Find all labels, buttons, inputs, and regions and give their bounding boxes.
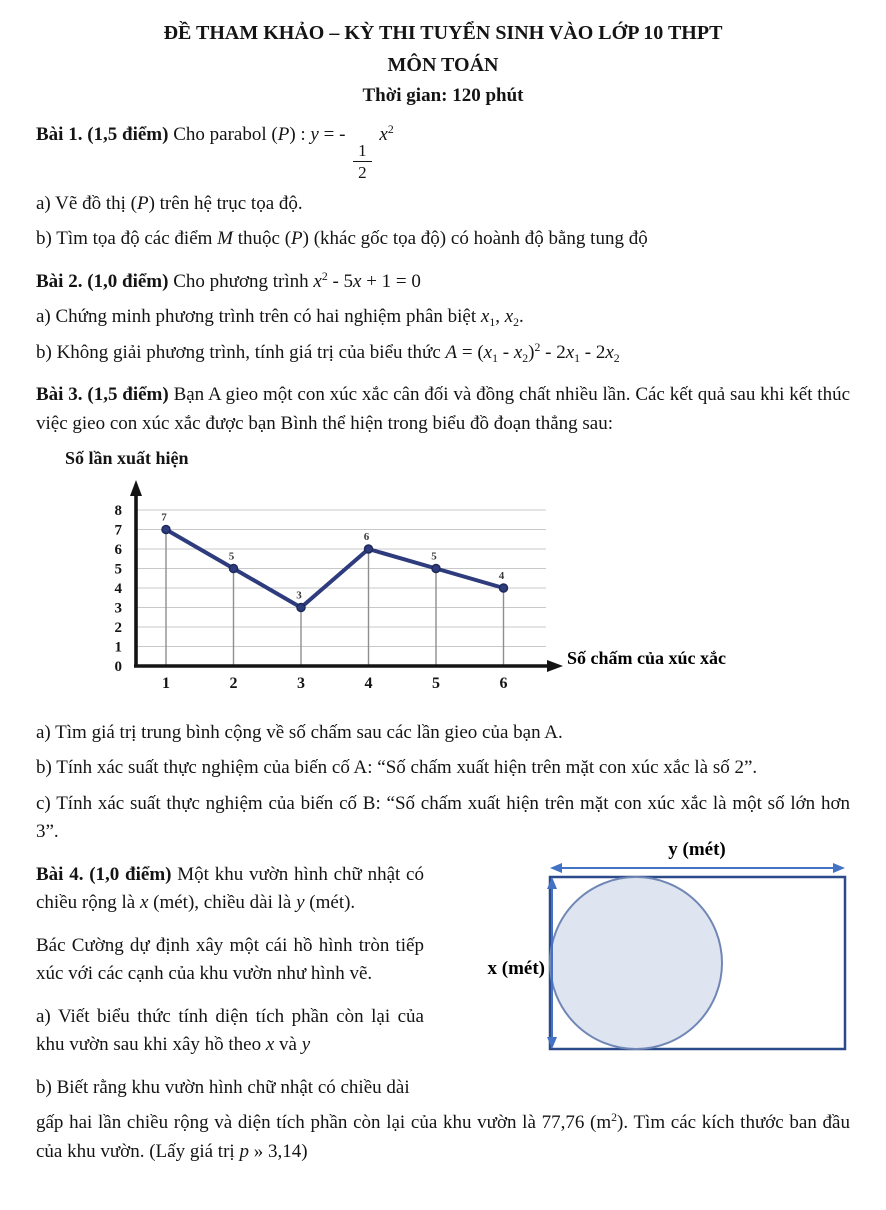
problem-4-description: Bác Cường dự định xây một cái hồ hình tròn tiếp xúc với các cạnh của khu vườn như hình vẽ. xyxy=(36,934,424,985)
exam-header xyxy=(36,18,850,111)
svg-text:5: 5 xyxy=(228,550,235,563)
problem-3-part-a: a) Tìm giá trị trung bình cộng về số chấm sau các lần gieo của bạn A. xyxy=(36,721,563,743)
svg-text:0: 0 xyxy=(114,659,122,676)
exam-document xyxy=(36,18,850,1166)
garden-width-label: x (mét) xyxy=(487,957,545,979)
svg-text:3: 3 xyxy=(297,675,305,693)
garden-diagram xyxy=(430,837,850,1067)
problem-3-label: Bài 3. (1,5 điểm) xyxy=(36,384,169,406)
svg-text:5: 5 xyxy=(114,561,122,578)
problem-4-part-b-line1: b) Biết rằng khu vườn hình chữ nhật có chiều dài xyxy=(36,1076,410,1098)
svg-text:Số chấm của xúc xắc: Số chấm của xúc xắc xyxy=(567,648,726,669)
problem-4-intro: Một khu vườn hình chữ nhật có chiều rộng là x (mét), chiều dài là y (mét). xyxy=(36,863,424,914)
svg-text:7: 7 xyxy=(161,511,167,524)
garden-diagram-canvas xyxy=(430,837,850,1067)
problem-3-statement xyxy=(36,381,850,438)
problem-1-part-a: a) Vẽ đồ thị (P) trên hệ trục tọa độ. xyxy=(36,192,303,214)
problem-1-label: Bài 1. (1,5 điểm) xyxy=(36,123,169,145)
problem-4-label: Bài 4. (1,0 điểm) xyxy=(36,863,172,885)
exam-title: ĐỀ THAM KHẢO – KỲ THI TUYỂN SINH VÀO LỚP 10 THPT xyxy=(163,22,723,44)
problem-3-part-c: c) Tính xác suất thực nghiệm của biến cố B: “Số chấm xuất hiện trên mặt con xúc xắc là một số lớn hơn 3”. xyxy=(36,792,850,843)
svg-text:8: 8 xyxy=(114,503,122,520)
svg-text:4: 4 xyxy=(364,675,373,693)
problem-2-intro: Cho phương trình $x^2 - 5x + 1 = 0$ xyxy=(173,269,421,292)
svg-text:6: 6 xyxy=(363,531,370,544)
dice-line-chart xyxy=(61,445,850,712)
svg-text:5: 5 xyxy=(432,675,440,693)
svg-text:6: 6 xyxy=(114,542,122,559)
problem-1 xyxy=(36,121,850,254)
svg-text:2: 2 xyxy=(229,675,238,693)
fraction-denominator: 2 xyxy=(358,163,367,183)
svg-text:3: 3 xyxy=(114,600,122,617)
chart-y-axis-title: Số lần xuất hiện xyxy=(65,448,189,469)
pond-circle xyxy=(550,877,722,1049)
exam-duration: Thời gian: 120 phút xyxy=(362,85,524,106)
problem-4-part-a: a) Viết biểu thức tính diện tích phần còn lại của khu vườn sau khi xây hồ theo x và y xyxy=(36,1005,424,1056)
problem-3-part-b: b) Tính xác suất thực nghiệm của biến cố A: “Số chấm xuất hiện trên mặt con xúc xắc là số 2”. xyxy=(36,757,758,779)
svg-text:5: 5 xyxy=(431,550,437,563)
svg-text:3: 3 xyxy=(296,589,302,602)
problem-2-part-b: b) Không giải phương trình, tính giá trị của biểu thức $A = (x_1 - x_2)^2 - 2x_1 - 2x_2$ xyxy=(36,340,620,365)
problem-1-intro: Cho parabol (P) : y = - xyxy=(173,123,346,145)
problem-1-statement xyxy=(36,121,850,183)
problem-2 xyxy=(36,268,850,368)
problem-1-part-b: b) Tìm tọa độ các điểm M thuộc (P) (khác gốc tọa độ) có hoành độ bằng tung độ xyxy=(36,228,648,250)
problem-3-intro: Bạn A gieo một con xúc xắc cân đối và đồng chất nhiều lần. Các kết quả sau khi kết thúc việc gieo con xúc xắc được bạn Bình thể hiện trong biểu đồ đoạn thẳng sau: xyxy=(36,384,851,434)
svg-text:7: 7 xyxy=(114,522,122,539)
fraction-one-half xyxy=(353,141,372,183)
problem-2-label: Bài 2. (1,0 điểm) xyxy=(36,270,169,292)
length-double-arrow xyxy=(550,863,845,873)
fraction-numerator: 1 xyxy=(353,141,372,163)
problem-1-formula-tail: $x^2$ xyxy=(379,122,394,145)
problem-2-part-a: a) Chứng minh phương trình trên có hai nghiệm phân biệt $x_1$, $x_2$. xyxy=(36,306,524,330)
problem-4-part-b-rest: gấp hai lần chiều rộng và diện tích phần còn lại của khu vườn là 77,76 $(m^2)$. Tìm các kích thước ban đầu của khu vườn. (Lấy giá trị p » 3,14) xyxy=(36,1111,850,1162)
svg-text:1: 1 xyxy=(162,675,170,693)
exam-subject: MÔN TOÁN xyxy=(387,54,499,76)
garden-length-label: y (mét) xyxy=(668,838,726,860)
problem-4 xyxy=(36,838,850,1167)
problem-3 xyxy=(36,381,850,847)
svg-text:4: 4 xyxy=(498,570,505,583)
svg-text:2: 2 xyxy=(114,620,122,637)
svg-text:1: 1 xyxy=(114,639,122,656)
dice-frequency-chart-canvas xyxy=(61,474,801,702)
svg-text:4: 4 xyxy=(114,581,122,598)
problem-2-statement xyxy=(36,268,850,297)
svg-text:6: 6 xyxy=(499,675,508,693)
